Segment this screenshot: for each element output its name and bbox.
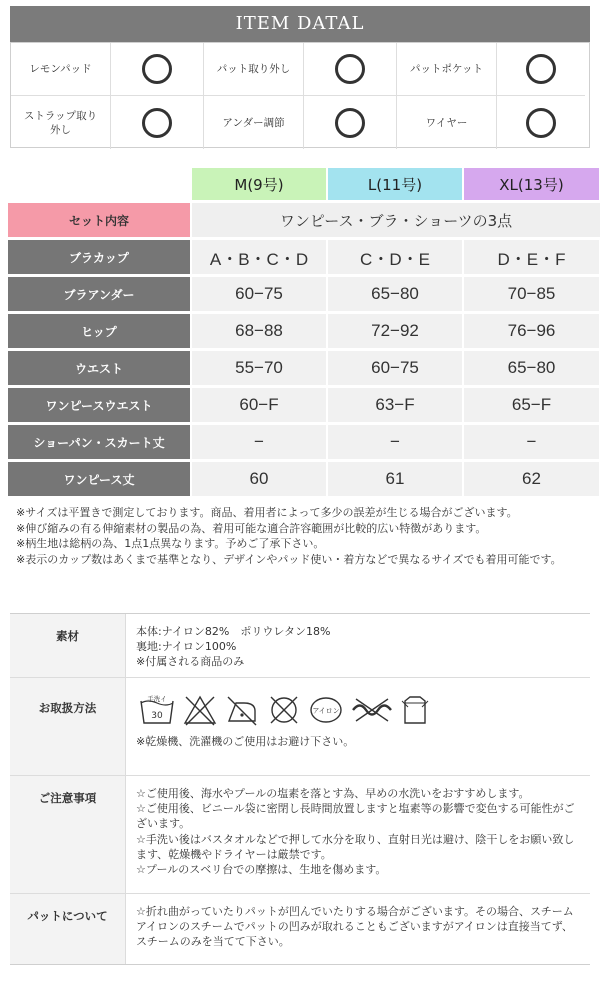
hand-wash-temperature: 30 [151,711,163,721]
size-table [8,168,600,499]
table-row [10,678,590,776]
shade-dry-icon [400,693,430,727]
handling-text: ※乾燥機、洗濯機のご使用はお避け下さい。 [136,735,355,748]
note-line: ※柄生地は総柄の為、1点1点異なります。予めご了承下さい。 [16,537,325,551]
table-row [10,614,590,678]
material-label: 素材 [10,614,126,677]
size-header-l: L(11号) [328,168,462,200]
feature-label: アンダー調節 [204,96,304,149]
row-label: ワンピース丈 [8,462,190,496]
table-row [8,240,600,274]
note-line: ※表示のカップ数はあくまで基準となり、デザインやパッド使い・着方などで異なるサイズでも着用可能です。 [16,552,562,566]
size-value: 68−88 [192,314,326,348]
size-value: 60−75 [328,351,462,385]
size-value: 76−96 [464,314,599,348]
caution-label: ご注意事項 [10,776,126,893]
hand-wash-icon [138,693,176,727]
size-value: 65−80 [328,277,462,311]
feature-available-icon [497,43,585,96]
size-value: 60−F [192,388,326,422]
set-content-value: ワンピース・ブラ・ショーツの3点 [192,203,600,237]
row-label: ブラカップ [8,240,190,274]
row-label: ブラアンダー [8,277,190,311]
size-value: − [464,425,599,459]
size-value: 62 [464,462,599,496]
size-value: C・D・E [328,240,462,274]
iron-low-icon [224,693,260,727]
note-line: ※伸び縮みの有る伸縮素材の製品の為、着用可能な適合許容範囲が比較的広い特徴があります。 [16,521,487,535]
row-label: ショーパン・スカート丈 [8,425,190,459]
note-line: ※サイズは平置きで測定しております。商品、着用者によって多少の誤差が生じる場合がございます。 [16,506,518,519]
feature-label: ストラップ取り外し [11,96,111,149]
set-content-label: セット内容 [8,203,190,237]
table-row [8,314,600,348]
table-row [8,388,600,422]
size-header-xl: XL(13号) [464,168,599,200]
feature-label: パットポケット [397,43,497,96]
table-row [10,894,590,964]
item-detail-header: ITEM DATAL [10,6,590,42]
size-value: − [192,425,326,459]
feature-available-icon [304,43,397,96]
feature-grid [10,42,590,148]
no-bleach-icon [182,693,218,727]
size-notes [16,505,596,567]
size-value: 61 [328,462,462,496]
size-value: A・B・C・D [192,240,326,274]
caution-text: ☆ご使用後、海水やプールの塩素を落とす為、早めの水洗いをおすすめします。 ☆ご使用後、ビニール袋に密閉し長時間放置しますと塩素等の影響で変色する可能性がございます。 ☆手洗い後はバスタオルなどで押して水分を取り、直射日光は避け、陰干しをお願い致します、乾燥機やドライヤーは厳禁です。 ☆プールのスベリ台での摩擦は、生地を傷めます。 [136,787,575,877]
care-symbols [138,690,580,730]
size-value: D・E・F [464,240,599,274]
size-value: 65−80 [464,351,599,385]
material-text: 本体:ナイロン82% ポリウレタン18% 裏地:ナイロン100% ※付属される商品のみ [136,625,331,669]
feature-label: パット取り外し [204,43,304,96]
no-wring-icon [350,693,394,727]
table-row [10,776,590,894]
size-value: 60−75 [192,277,326,311]
handling-label: お取扱方法 [10,678,126,775]
care-table [10,613,590,965]
iron-symbol-text: アイロン [312,707,340,715]
size-value: 63−F [328,388,462,422]
no-dry-clean-icon [266,693,302,727]
table-row [8,277,600,311]
size-value: 65−F [464,388,599,422]
hand-wash-symbol-text: 手洗イ [147,695,167,703]
iron-icon [308,693,344,727]
pad-text: ☆折れ曲がっていたりパットが凹んでいたりする場合がございます。その場合、スチームアイロンのスチームでパットの凹みが取れることもございますがアイロンは直接当てず、スチームのみを当てて下さい。 [136,905,574,949]
feature-label: ワイヤー [397,96,497,149]
size-value: 55−70 [192,351,326,385]
feature-available-icon [111,96,204,149]
size-value: 70−85 [464,277,599,311]
feature-available-icon [497,96,585,149]
feature-label: レモンパッド [11,43,111,96]
row-label: ワンピースウエスト [8,388,190,422]
feature-available-icon [304,96,397,149]
row-label: ヒップ [8,314,190,348]
table-row [8,425,600,459]
size-header-m: M(9号) [192,168,326,200]
handling-cell [126,678,590,775]
row-label: ウエスト [8,351,190,385]
table-row [8,203,600,237]
size-value: 60 [192,462,326,496]
table-row [8,462,600,496]
table-row [8,351,600,385]
feature-available-icon [111,43,204,96]
size-value: − [328,425,462,459]
size-value: 72−92 [328,314,462,348]
pad-label: パットについて [10,894,126,964]
